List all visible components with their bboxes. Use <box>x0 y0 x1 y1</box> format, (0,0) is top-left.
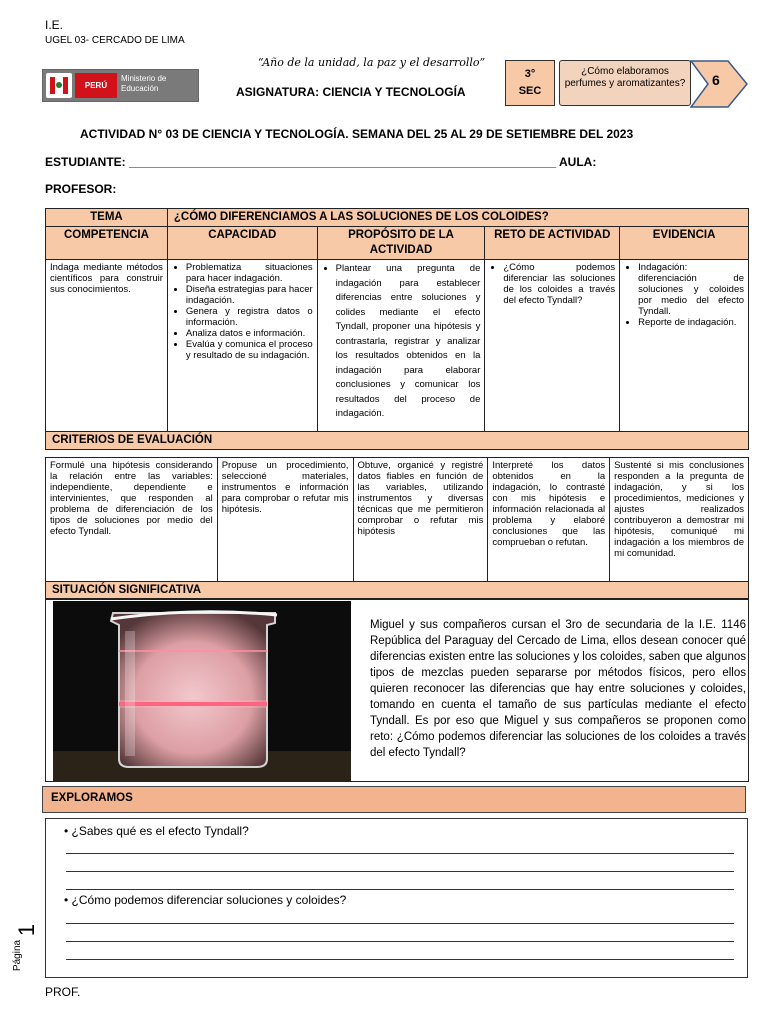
answer-line[interactable] <box>66 941 734 942</box>
activity-title: ACTIVIDAD N° 03 DE CIENCIA Y TECNOLOGÍA. SEMANA DEL 25 AL 29 DE SETIEMBRE DEL 2023 <box>80 127 634 141</box>
criterios-label: CRITERIOS DE EVALUACIÓN <box>46 432 749 450</box>
logo-country: PERÚ <box>75 73 117 98</box>
logo-ministry: Ministerio de Educación <box>121 74 167 93</box>
header-capacidad: CAPACIDAD <box>167 227 317 260</box>
page-label: Página <box>12 939 24 972</box>
situacion-label: SITUACIÓN SIGNIFICATIVA <box>46 582 749 600</box>
answer-line[interactable] <box>66 923 734 924</box>
shield-icon <box>46 73 72 98</box>
proposito-text: • Plantear una pregunta de indagación para establecer diferencias entre soluciones y colides mediante el efecto Tyndall, proponer una hipótesis y contrastarla, registrar y analizar los resultados obtenidos en la indagación para elaborar conclusiones y comunicar los resultados del proceso de indagación. <box>336 262 481 422</box>
criterio-5: Sustenté si mis conclusiones responden a la pregunta de indagación, y si los procedimientos, mediciones y ajustes realizados contribuyeron a demostrar mi hipótesis, comuniqué mi indagación a los miembros de mi comunidad. <box>610 458 749 582</box>
questions-box <box>45 818 748 978</box>
page-number: 1 <box>14 923 40 937</box>
reto-text: • ¿Cómo podemos diferenciar las soluciones de los coloides a través del efecto Tyndall? <box>503 262 615 306</box>
reto-cell <box>485 260 620 432</box>
tema-label: TEMA <box>46 209 168 227</box>
list-item: • Reporte de indagación. <box>638 317 744 328</box>
header-proposito: PROPÓSITO DE LA ACTIVIDAD <box>317 227 485 260</box>
unit-number: 6 <box>712 72 720 88</box>
competencia-text: Indaga mediante métodos científicos para construir sus conocimientos. <box>46 260 168 432</box>
criterio-4: Interpreté los datos obtenidos en la indagación, lo contrasté con mis hipótesis e información relacionada al problema y elaboré conclusiones que las comprueban o refutan. <box>488 458 610 582</box>
question-2: • ¿Cómo podemos diferenciar soluciones y coloides? <box>64 893 347 907</box>
prof-label: PROF. <box>45 985 81 999</box>
header-evidencia: EVIDENCIA <box>620 227 749 260</box>
list-item: • Analiza datos e información. <box>186 328 313 339</box>
criterio-1: Formulé una hipótesis considerando la relación entre las variables: independiente, dependiente e intervinientes, que responden al problema de diferenciación de los tipos de soluciones por medio del efecto Tyndall. <box>46 458 218 582</box>
year-motto: “Año de la unidad, la paz y el desarrollo” <box>258 56 486 69</box>
beaker-photo <box>53 601 351 781</box>
proposito-cell <box>317 260 485 432</box>
explore-header: EXPLORAMOS <box>42 786 746 813</box>
criterio-2: Propuse un procedimiento, seleccioné materiales, instrumentos e información para comprobar o refutar mis hipótesis. <box>217 458 353 582</box>
answer-line[interactable] <box>66 871 734 872</box>
unit-question-box: ¿Cómo elaboramos perfumes y aromatizantes? <box>559 60 691 106</box>
answer-line[interactable] <box>66 959 734 960</box>
list-item: • Genera y registra datos o información. <box>186 306 313 328</box>
capacidad-list <box>167 260 317 432</box>
situacion-text: Miguel y sus compañeros cursan el 3ro de secundaria de la I.E. 1146 República del Paraguay del Cercado de Lima, ellos desean conocer qué diferencias existen entre las soluciones y los coloides, saben que algunos tipos de mezclas pueden separarse por métodos físicos, pero ellos quieren reconocer las diferencias que hay entre soluciones y coloides, tomando en cuenta el tamaño de sus partículas mediante el efecto Tyndall. Es por eso que Miguel y sus compañeros se proponen como reto: ¿Cómo podemos diferenciar las soluciones de los coloides a través del efecto Tyndall? <box>370 619 746 759</box>
ugel-label: UGEL 03- CERCADO DE LIMA <box>45 35 185 46</box>
activity-table <box>45 208 749 450</box>
list-item: • Problematiza situaciones para hacer indagación. <box>186 262 313 284</box>
tema-value: ¿CÓMO DIFERENCIAMOS A LAS SOLUCIONES DE LOS COLOIDES? <box>167 209 748 227</box>
header-reto: RETO DE ACTIVIDAD <box>485 227 620 260</box>
list-item: • Evalúa y comunica el proceso y resultado de su indagación. <box>186 339 313 361</box>
ministry-logo <box>42 69 199 102</box>
school-label: I.E. <box>45 18 64 32</box>
teacher-field: PROFESOR: <box>45 182 117 196</box>
list-item: • Indagación: diferenciación de soluciones y coloides por medio del efecto Tyndall. <box>638 262 744 317</box>
subject-title: ASIGNATURA: CIENCIA Y TECNOLOGÍA <box>236 85 466 99</box>
criterio-3: Obtuve, organicé y registré datos fiables en función de las variables, utilizando instrumentos y diversas técnicas que me permitieron comprobar o refutar mis hipótesis <box>353 458 488 582</box>
list-item: • Diseña estrategias para hacer indagación. <box>186 284 313 306</box>
question-1: • ¿Sabes qué es el efecto Tyndall? <box>64 824 249 838</box>
grade-label: 3° <box>524 68 536 80</box>
answer-line[interactable] <box>66 889 734 890</box>
header-competencia: COMPETENCIA <box>46 227 168 260</box>
answer-line[interactable] <box>66 853 734 854</box>
situacion-box <box>45 598 749 782</box>
page-indicator <box>10 925 44 975</box>
criterios-table <box>45 457 749 600</box>
student-field: ESTUDIANTE: ________________________________________________________________ AULA: <box>45 155 597 169</box>
section-label: SEC <box>518 85 542 97</box>
evidencia-list <box>620 260 749 432</box>
grade-section-box <box>505 60 555 106</box>
